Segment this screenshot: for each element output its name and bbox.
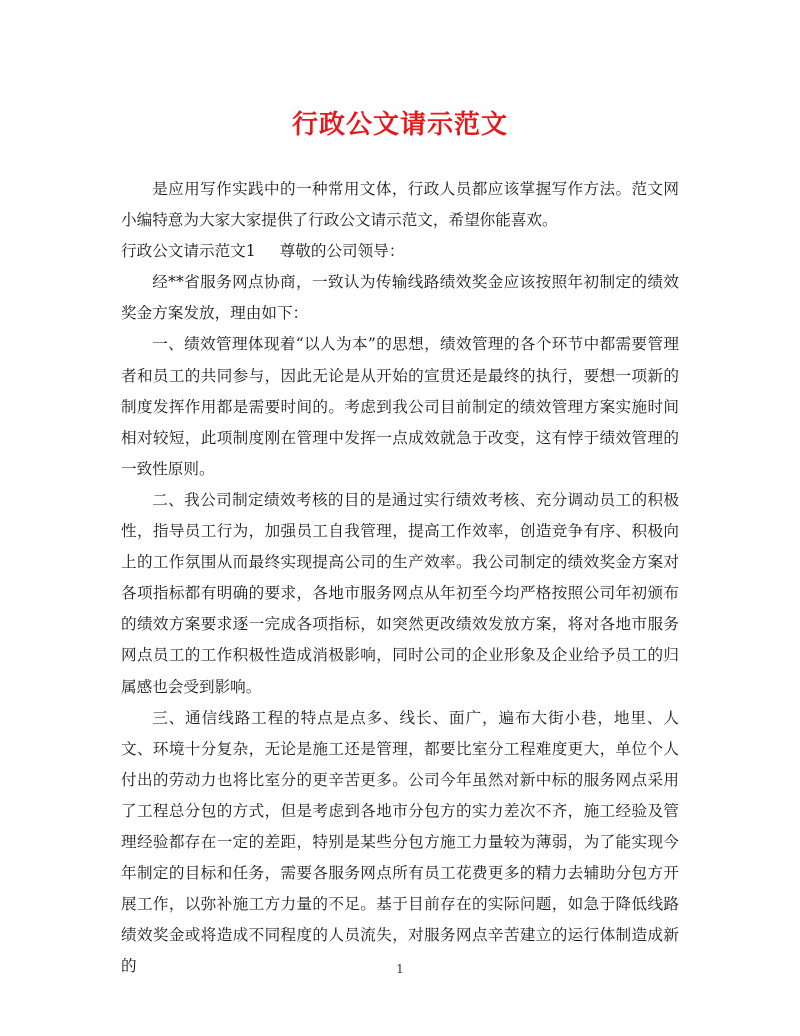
heading-label: 行政公文请示范文1 — [121, 242, 256, 261]
body-paragraph-reason: 经**省服务网点协商，一致认为传输线路绩效奖金应该按照年初制定的绩效奖金方案发放，理由如下： — [121, 273, 679, 323]
salutation: 尊敬的公司领导： — [279, 242, 405, 261]
intro-paragraph: 是应用写作实践中的一种常用文体，行政人员都应该掌握写作方法。范文网小编特意为大家大家提供了行政公文请示范文，希望你能喜欢。 — [121, 180, 679, 230]
document-title: 行政公文请示范文 — [291, 110, 508, 140]
document-body — [121, 174, 679, 982]
body-paragraph-one: 一、绩效管理体现着“以人为本”的思想，绩效管理的各个环节中都需要管理者和员工的共同参与，因此无论是从开始的宣贯还是最终的执行，要想一项新的制度发挥作用都是需要时间的。考虑到我公司目前制定的绩效管理方案实施时间相对较短，此项制度刚在管理中发挥一点成效就急于改变，这有悖于绩效管理的一致性原则。 — [121, 335, 679, 478]
heading-line — [121, 236, 679, 267]
body-paragraph-three: 三、通信线路工程的特点是点多、线长、面广，遍布大街小巷，地里、人文、环境十分复杂，无论是施工还是管理，都要比室分工程难度更大，单位个人付出的劳动力也将比室分的更辛苦更多。公司今年虽然对新中标的服务网点采用了工程总分包的方式，但是考虑到各地市分包方的实力差次不齐，施工经验及管理经验都存在一定的差距，特别是某些分包方施工力量较为薄弱，为了能实现今年制定的目标和任务，需要各服务网点所有员工花费更多的精力去辅助分包方开展工作，以弥补施工方力量的不足。基于目前存在的实际问题，如急于降低线路绩效奖金或将造成不同程度的人员流失，对服务网点辛苦建立的运行体制造成新的 — [121, 708, 679, 976]
body-paragraph-two: 二、我公司制定绩效考核的目的是通过实行绩效考核、充分调动员工的积极性，指导员工行为，加强员工自我管理，提高工作效率，创造竞争有序、积极向上的工作氛围从而最终实现提高公司的生产效率。我公司制定的绩效奖金方案对各项指标都有明确的要求，各地市服务网点从年初至今均严格按照公司年初颁布的绩效方案要求逐一完成各项指标，如突然更改绩效发放方案，将对各地市服务网点员工的工作积极性造成消极影响，同时公司的企业形象及企业给予员工的归属感也会受到影响。 — [121, 490, 679, 696]
page-number: 1 — [396, 962, 404, 976]
